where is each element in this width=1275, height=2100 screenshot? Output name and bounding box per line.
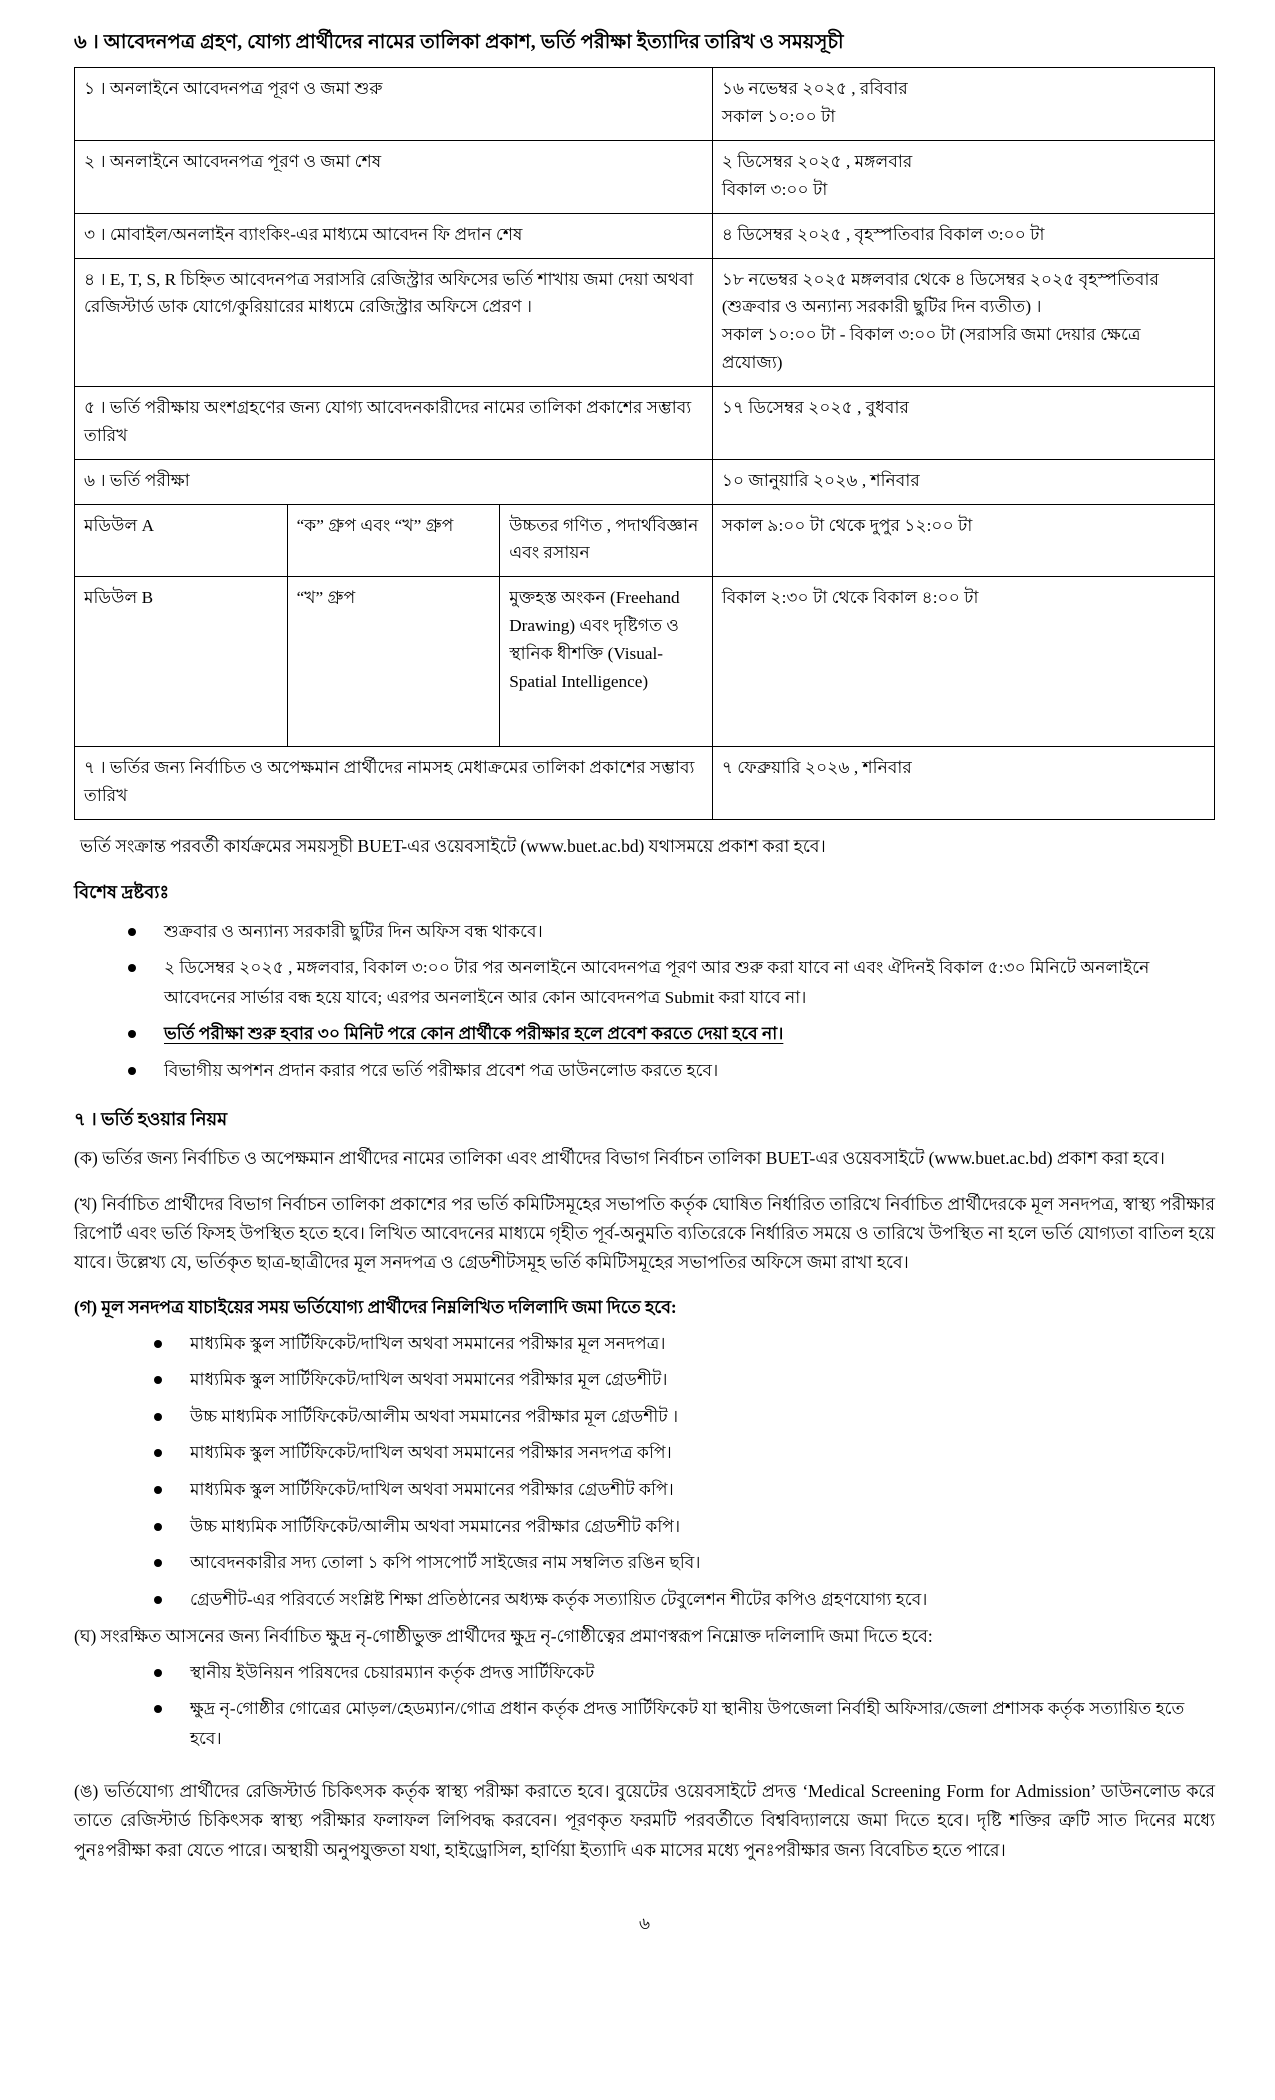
list-item: মাধ্যমিক স্কুল সার্টিফিকেট/দাখিল অথবা সমমানের পরীক্ষার মূল গ্রেডশীট। <box>146 1365 1215 1395</box>
schedule-date-cell <box>712 258 1214 386</box>
list-item-emphasized: ভর্তি পরীক্ষা শুরু হবার ৩০ মিনিট পরে কোন প্রার্থীকে পরীক্ষার হলে প্রবেশ করতে দেয়া হবে না। <box>120 1019 1215 1049</box>
schedule-date-cell: ৭ ফেব্রুয়ারি ২০২৬ , শনিবার <box>712 747 1214 820</box>
table-row-module-a <box>75 504 1215 577</box>
schedule-label-cell <box>75 213 713 258</box>
schedule-label-cell <box>75 68 713 141</box>
required-documents-list <box>74 1329 1215 1615</box>
section-6-heading: ৬ । আবেদনপত্র গ্রহণ, যোগ্য প্রার্থীদের নামের তালিকা প্রকাশ, ভর্তি পরীক্ষা ইত্যাদির তারিখ ও সময়সূচী <box>74 32 844 53</box>
list-item: উচ্চ মাধ্যমিক সার্টিফিকেট/আলীম অথবা সমমানের পরীক্ষার গ্রেডশীট কপি। <box>146 1512 1215 1542</box>
table-row-module-b <box>75 577 1215 747</box>
list-item: উচ্চ মাধ্যমিক সার্টিফিকেট/আলীম অথবা সমমানের পরীক্ষার মূল গ্রেডশীট । <box>146 1402 1215 1432</box>
list-item: বিভাগীয় অপশন প্রদান করার পরে ভর্তি পরীক্ষার প্রবেশ পত্র ডাউনলোড করতে হবে। <box>120 1056 1215 1086</box>
module-a-name: মডিউল A <box>75 504 288 577</box>
list-item: ২ ডিসেম্বর ২০২৫ , মঙ্গলবার, বিকাল ৩:০০ টার পর অনলাইনে আবেদনপত্র পূরণ আর শুরু করা যাবে না এবং ঐদিনই বিকাল ৫:৩০ মিনিটে অনলাইনে আবেদনের সার্ভার বন্ধ হয়ে যাবে; এরপর অনলাইনে আর কোন আবেদনপত্র Submit করা যাবে না। <box>120 953 1215 1012</box>
schedule-label: ৭ । ভর্তির জন্য নির্বাচিত ও অপেক্ষমান প্রার্থীদের নামসহ মেধাক্রমের তালিকা প্রকাশের সম্ভাব্য তারিখ <box>84 758 695 806</box>
table-row <box>75 459 1215 504</box>
list-item: আবেদনকারীর সদ্য তোলা ১ কপি পাসপোর্ট সাইজের নাম সম্বলিত রঙিন ছবি। <box>146 1548 1215 1578</box>
list-item: ক্ষুদ্র নৃ-গোষ্ঠীর গোত্রের মোড়ল/হেডম্যান/গোত্র প্রধান কর্তৃক প্রদত্ত সার্টিফিকেট যা স্থানীয় উপজেলা নির্বাহী অফিসার/জেলা প্রশাসক কর্তৃক সত্যায়িত হতে হবে। <box>146 1694 1215 1753</box>
table-row <box>75 213 1215 258</box>
schedule-date-line2: সকাল ১০:০০ টা <box>721 107 836 127</box>
section-7-para-ga-heading: (গ) মূল সনদপত্র যাচাইয়ের সময় ভর্তিযোগ্য প্রার্থীদের নিম্নলিখিত দলিলাদি জমা দিতে হবে: <box>74 1297 677 1318</box>
schedule-label-cell <box>75 386 713 459</box>
schedule-label: ৬ । ভর্তি পরীক্ষা <box>84 470 190 490</box>
spacer <box>74 1283 1215 1293</box>
special-notes-heading: বিশেষ দ্রষ্টব্যঃ <box>74 881 170 902</box>
table-row <box>75 140 1215 213</box>
list-item: স্থানীয় ইউনিয়ন পরিষদের চেয়ারম্যান কর্তৃক প্রদত্ত সার্টিফিকেট <box>146 1658 1215 1688</box>
schedule-date-cell <box>712 386 1214 459</box>
schedule-date-line2: সকাল ১০:০০ টা - বিকাল ৩:০০ টা (সরাসরি জমা দেয়ার ক্ষেত্রে প্রযোজ্য) <box>721 325 1141 373</box>
list-item: মাধ্যমিক স্কুল সার্টিফিকেট/দাখিল অথবা সমমানের পরীক্ষার গ্রেডশীট কপি। <box>146 1475 1215 1505</box>
schedule-date-line1: ১৬ নভেম্বর ২০২৫ , রবিবার <box>721 79 908 99</box>
schedule-label: ৪ । E, T, S, R চিহ্নিত আবেদনপত্র সরাসরি রেজিস্ট্রার অফিসের ভর্তি শাখায় জমা দেয়া অথবা রেজিস্টার্ড ডাক যোগে/কুরিয়ারের মাধ্যমে রেজিস্ট্রার অফিসে প্রেরণ । <box>84 269 694 317</box>
list-item: শুক্রবার ও অন্যান্য সরকারী ছুটির দিন অফিস বন্ধ থাকবে। <box>120 917 1215 947</box>
schedule-label: ২ । অনলাইনে আবেদনপত্র পূরণ ও জমা শেষ <box>84 151 382 171</box>
section-7-para-gha-heading: (ঘ) সংরক্ষিত আসনের জন্য নির্বাচিত ক্ষুদ্র নৃ-গোষ্ঠীভুক্ত প্রার্থীদের ক্ষুদ্র নৃ-গোষ্ঠীত্বের প্রমাণস্বরূপ নিম্নোক্ত দলিলাদি জমা দিতে হবে: <box>74 1626 933 1647</box>
module-b-name: মডিউল B <box>75 577 288 747</box>
module-a-time: সকাল ৯:০০ টা থেকে দুপুর ১২:০০ টা <box>712 504 1214 577</box>
schedule-date-cell <box>712 213 1214 258</box>
admission-schedule-table <box>74 67 1215 820</box>
schedule-date-cell <box>712 459 1214 504</box>
module-a-group: “ক” গ্রুপ এবং “খ” গ্রুপ <box>287 504 500 577</box>
schedule-date-line1: ২ ডিসেম্বর ২০২৫ , মঙ্গলবার <box>721 151 913 171</box>
module-b-group: “খ” গ্রুপ <box>287 577 500 747</box>
table-row <box>75 747 1215 820</box>
list-item: মাধ্যমিক স্কুল সার্টিফিকেট/দাখিল অথবা সমমানের পরীক্ষার সনদপত্র কপি। <box>146 1438 1215 1468</box>
section-7-heading: ৭ । ভর্তি হওয়ার নিয়ম <box>74 1109 228 1130</box>
module-b-time: বিকাল ২:৩০ টা থেকে বিকাল ৪:০০ টা <box>712 577 1214 747</box>
module-a-subjects: উচ্চতর গণিত , পদার্থবিজ্ঞান এবং রসায়ন <box>500 504 713 577</box>
table-row <box>75 386 1215 459</box>
spacer <box>74 1761 1215 1777</box>
section-7-para-uo: (ঙ) ভর্তিযোগ্য প্রার্থীদের রেজিস্টার্ড চিকিৎসক কর্তৃক স্বাস্থ্য পরীক্ষা করাতে হবে। বুয়েটের ওয়েবসাইটে প্রদত্ত ‘Medical Screening Form for Admission’ ডাউনলোড করে তাতে রেজিস্টার্ড চিকিৎসক স্বাস্থ্য পরীক্ষার ফলাফল লিপিবদ্ধ করবেন। পূরণকৃত ফরমটি পরবর্তীতে বিশ্ববিদ্যালয়ে জমা দিতে হবে। দৃষ্টি শক্তির ত্রুটি সাত দিনের মধ্যে পুনঃপরীক্ষা করা যেতে পারে। অস্থায়ী অনুপযুক্ততা যথা, হাইড্রোসিল, হার্ণিয়া ইত্যাদি এক মাসের মধ্যে পুনঃপরীক্ষার জন্য বিবেচিত হতে পারে। <box>74 1781 1216 1860</box>
schedule-label: ১ । অনলাইনে আবেদনপত্র পূরণ ও জমা শুরু <box>84 79 383 99</box>
schedule-date-line1: ১৮ নভেম্বর ২০২৫ মঙ্গলবার থেকে ৪ ডিসেম্বর ২০২৫ বৃহস্পতিবার (শুক্রবার ও অন্যান্য সরকারী ছুটির দিন ব্যতীত) । <box>721 269 1159 317</box>
page-number: ৬ <box>638 1913 651 1933</box>
schedule-date-cell <box>712 68 1214 141</box>
schedule-date-line1: ৪ ডিসেম্বর ২০২৫ , বৃহস্পতিবার বিকাল ৩:০০ টা <box>721 224 1045 244</box>
table-row <box>75 68 1215 141</box>
section-7-para-ka: (ক) ভর্তির জন্য নির্বাচিত ও অপেক্ষমান প্রার্থীদের নামের তালিকা এবং প্রার্থীদের বিভাগ নির্বাচন তালিকা BUET-এর ওয়েবসাইটে (www.buet.ac.bd) প্রকাশ করা হবে। <box>74 1148 1165 1169</box>
special-notes-list <box>74 917 1215 1086</box>
schedule-label-cell <box>75 140 713 213</box>
schedule-label-cell <box>75 747 713 820</box>
schedule-date-line2: বিকাল ৩:০০ টা <box>721 179 828 199</box>
schedule-label-cell <box>75 258 713 386</box>
ethnic-minority-documents-list <box>74 1658 1215 1754</box>
schedule-footnote: ভর্তি সংক্রান্ত পরবর্তী কার্যক্রমের সময়সূচী BUET-এর ওয়েবসাইটে (www.buet.ac.bd) যথাসময়ে প্রকাশ করা হবে। <box>80 836 826 856</box>
schedule-date-cell <box>712 140 1214 213</box>
spacer <box>74 1180 1215 1190</box>
list-item: মাধ্যমিক স্কুল সার্টিফিকেট/দাখিল অথবা সমমানের পরীক্ষার মূল সনদপত্র। <box>146 1329 1215 1359</box>
section-7-para-kha: (খ) নির্বাচিত প্রার্থীদের বিভাগ নির্বাচন তালিকা প্রকাশের পর ভর্তি কমিটিসমূহের সভাপতি কর্তৃক ঘোষিত নির্ধারিত তারিখে নির্বাচিত প্রার্থীদেরকে মূল সনদপত্র, স্বাস্থ্য পরীক্ষার রিপোর্ট এবং ভর্তি ফিসহ উপস্থিত হতে হবে। লিখিত আবেদনের মাধ্যমে গৃহীত পূর্ব-অনুমতি ব্যতিরেকে নির্ধারিত সময়ে ও তারিখে উপস্থিত না হলে ভর্তি যোগ্যতা বাতিল হয়ে যাবে। উল্লেখ্য যে, ভর্তিকৃত ছাত্র-ছাত্রীদের মূল সনদপত্র ও গ্রেডশীটসমূহ ভর্তি কমিটিসমূহের সভাপতির অফিসে জমা রাখা হবে। <box>74 1193 1215 1273</box>
table-row <box>75 258 1215 386</box>
list-item: গ্রেডশীট-এর পরিবর্তে সংশ্লিষ্ট শিক্ষা প্রতিষ্ঠানের অধ্যক্ষ কর্তৃক সত্যায়িত টেবুলেশন শীটের কপিও গ্রহণযোগ্য হবে। <box>146 1585 1215 1615</box>
schedule-label: ৩ । মোবাইল/অনলাইন ব্যাংকিং-এর মাধ্যমে আবেদন ফি প্রদান শেষ <box>84 224 523 244</box>
schedule-label-cell <box>75 459 713 504</box>
module-b-subjects: মুক্তহস্ত অংকন (Freehand Drawing) এবং দৃষ্টিগত ও স্থানিক ধীশক্তি (Visual-Spatial Intelligence) <box>500 577 713 747</box>
schedule-label: ৫ । ভর্তি পরীক্ষায় অংশগ্রহণের জন্য যোগ্য আবেদনকারীদের নামের তালিকা প্রকাশের সম্ভাব্য তারিখ <box>84 397 692 445</box>
schedule-date-line1: ১৭ ডিসেম্বর ২০২৫ , বুধবার <box>721 397 909 417</box>
schedule-date-line1: ১০ জানুয়ারি ২০২৬ , শনিবার <box>721 470 920 490</box>
